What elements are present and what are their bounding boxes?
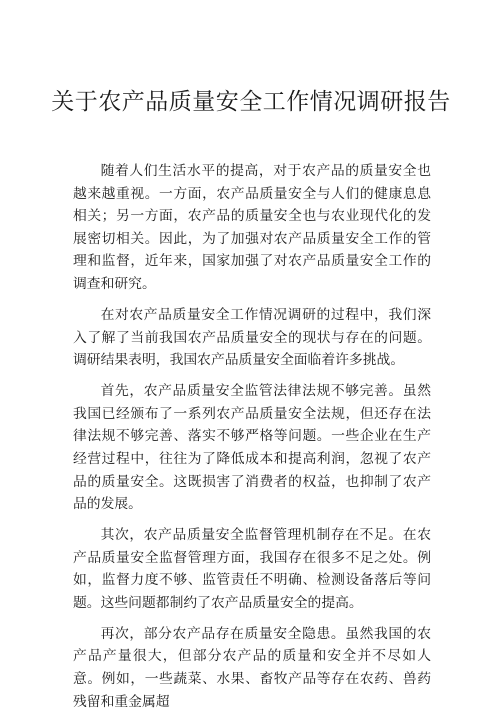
paragraph-3: 首先，农产品质量安全监管法律法规不够完善。虽然我国已经颁布了一系列农产品质量安全法规，但还存在法律法规不够完善、落实不够严格等问题。一些企业在生产经营过程中，往往为了降低成本和提高利润，忽视了农产品的质量安全。这既损害了消费者的权益，也抑制了农产品的发展。 xyxy=(73,383,431,513)
paragraph-5: 再次，部分农产品存在质量安全隐患。虽然我国的农产品产量很大，但部分农产品的质量和安全并不尽如人意。例如，一些蔬菜、水果、畜牧产品等存在农药、兽药残留和重金属超 xyxy=(73,625,431,710)
paragraph-2: 在对农产品质量安全工作情况调研的过程中，我们深入了解了当前我国农产品质量安全的现状与存在的问题。调研结果表明，我国农产品质量安全面临着许多挑战。 xyxy=(73,306,431,369)
paragraph-1: 随着人们生活水平的提高，对于农产品的质量安全也越来越重视。一方面，农产品质量安全与人们的健康息息相关；另一方面，农产品的质量安全也与农业现代化的发展密切相关。因此，为了加强对农产品质量安全工作的管理和监督，近年来，国家加强了对农产品质量安全工作的调查和研究。 xyxy=(73,163,431,292)
document-body xyxy=(73,160,431,722)
document-title: 关于农产品质量安全工作情况调研报告 xyxy=(51,89,451,115)
paragraph-4: 其次，农产品质量安全监督管理机制存在不足。在农产品质量安全监督管理方面，我国存在很多不足之处。例如，监督力度不够、监管责任不明确、检测设备落后等问题。这些问题都制约了农产品质量安全的提高。 xyxy=(73,527,431,611)
